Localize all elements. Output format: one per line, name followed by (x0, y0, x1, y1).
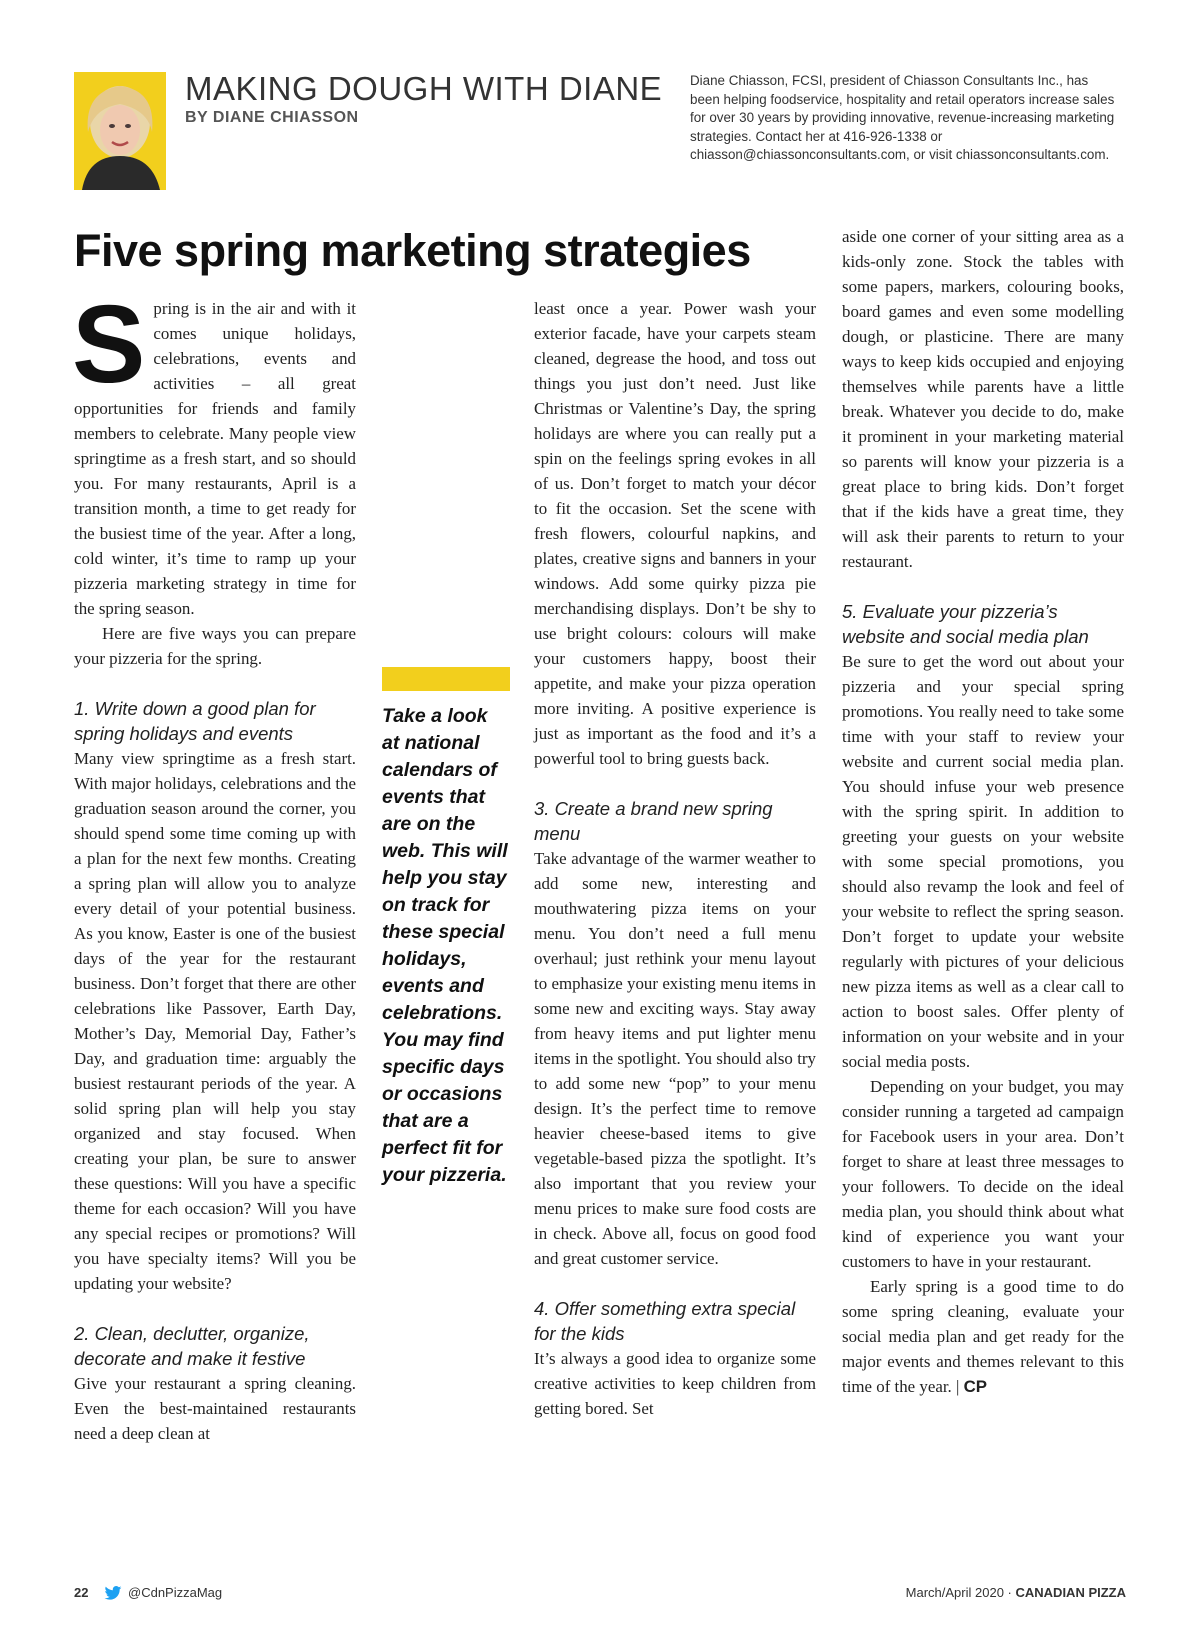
twitter-handle-block[interactable] (104, 1585, 222, 1600)
column-name: MAKING DOUGH WITH DIANE (185, 70, 663, 107)
section-5-body: Be sure to get the word out about your pizzeria and your special spring promotions. You really need to take some time with your staff to review your website and current social media plan. You should infuse your web presence with the spring spirit. In addition to greeting your guests on your website with some special promotions, you should also revamp the look and feel of your website to reflect the spring season. Don’t forget to update your website regularly with pictures of your delicious new pizza items as well as a clear call to action to boost sales. Offer plenty of information on your website and in your social media posts. (842, 652, 1124, 1071)
section-1-heading: 1. Write down a good plan for spring holidays and events (74, 698, 316, 744)
section-4-body-start: It’s always a good idea to organize some creative activities to keep children from getting bored. Set (534, 1349, 816, 1418)
drop-cap: S (72, 283, 146, 406)
page-number: 22 (74, 1585, 89, 1600)
section-4-body-cont: aside one corner of your sitting area as a kids-only zone. Stock the tables with some papers, markers, colouring books, board games and even some modelling dough, or plasticine. There are many ways to keep kids occupied and enjoying themselves while parents have a little break. Whatever you decide to do, make it prominent in your marketing material so parents will know your pizzeria is a great place to bring kids. Don’t forget that if the kids have a great time, they will ask their parents to return to your restaurant. (842, 227, 1124, 571)
intro-paragraph (72, 283, 356, 621)
section-5-paragraph-2: Depending on your budget, you may consider running a targeted ad campaign for Facebook users in your area. Don’t forget to share at least three messages to your followers. To decide on the ideal media plan, you should think about what kind of experience you want your customers to have in your restaurant. (842, 1077, 1124, 1271)
issue-date: March/April 2020 · (905, 1585, 1012, 1600)
section-5-heading: 5. Evaluate your pizzeria’s website and social media plan (842, 601, 1089, 647)
magazine-name: CANADIAN PIZZA (1015, 1585, 1126, 1600)
pull-quote-text: Take a look at national calendars of events that are on the web. This will help you stay on track for these special holidays, events and celebrations. You may find specific days or occasions that are a perfect fit for your pizzeria. (382, 705, 508, 1186)
article-column-3 (534, 296, 816, 1421)
section-4-heading: 4. Offer something extra special for the kids (534, 1298, 796, 1344)
section-1-body: Many view springtime as a fresh start. With major holidays, celebrations and the graduation season around the corner, you should spend some time coming up with a plan for the next few months. Creating a spring plan will allow you to analyze every detail of your potential business. As you know, Easter is one of the busiest days of the year for the restaurant business. Don’t forget that there are other celebrations like Passover, Earth Day, Mother’s Day, Memorial Day, Father’s Day, and graduation time: arguably the busiest restaurant periods of the year. A solid spring plan will help you stay organized and stay focused. When creating your plan, be sure to answer these questions: Will you have a specific theme for each occasion? Will you have any special recipes or promotions? Will you have specialty items? Will you be updating your website? (74, 749, 356, 1293)
column-title-block (185, 72, 662, 127)
author-byline: BY DIANE CHIASSON (185, 109, 359, 126)
intro-paragraph-2: Here are five ways you can prepare your pizzeria for the spring. (74, 624, 356, 668)
closing-text: Early spring is a good time to do some spring cleaning, evaluate your social media plan and get ready for the major events and themes relevant to this time of the year. | (842, 1277, 1124, 1396)
pull-quote (382, 667, 510, 1189)
section-2-body-start: Give your restaurant a spring cleaning. Even the best-maintained restaurants need a deep clean at (74, 1374, 356, 1443)
column-header (74, 72, 1114, 192)
twitter-bird-icon (104, 1586, 122, 1600)
twitter-handle: @CdnPizzaMag (128, 1585, 223, 1600)
section-2-body-cont: least once a year. Power wash your exterior facade, have your carpets steam cleaned, degrease the hood, and toss out things you just don’t need. Just like Christmas or Valentine’s Day, the spring holidays are where you can really put a spin on the feelings spring evokes in all of us. Don’t forget to match your décor to fit the occasion. Set the scene with fresh flowers, colourful napkins, and plates, creative signs and banners in your windows. Add some quirky pizza pie merchandising displays. Don’t be shy to use bright colours: colours will make your customers happy, boost their appetite, and make your pizza operation more inviting. A positive experience is just as important as the food and it’s a powerful tool to bring guests back. (534, 299, 816, 768)
section-5-paragraph-3 (842, 1274, 1124, 1399)
page-footer (74, 1585, 1126, 1605)
article-headline: Five spring marketing strategies (74, 225, 751, 276)
section-2-heading: 2. Clean, declutter, organize, decorate and make it festive (74, 1323, 310, 1369)
author-photo (74, 72, 166, 190)
section-3-body: Take advantage of the warmer weather to add some new, interesting and mouthwatering pizza items on your menu. You don’t need a full menu overhaul; just rethink your menu layout to emphasize your existing menu items in some new and exciting ways. Stay away from heavy items and put lighter menu items in the spotlight. You should also try to add some new “pop” to your menu design. It’s the perfect time to remove heavier cheese-based items to give vegetable-based pizza the spotlight. It’s also important that you review your menu prices to make sure food costs are in check. Above all, focus on good food and great customer service. (534, 849, 816, 1268)
issue-info (906, 1585, 1126, 1600)
intro-text: pring is in the air and with it comes unique holidays, celebrations, events and activities – all great opportunities for friends and family members to celebrate. Many people view springtime as a fresh start, and so should you. For many restaurants, April is a transition month, a time to get ready for the busiest time of the year. After a long, cold winter, it’s time to ramp up your pizzeria marketing strategy in time for the spring season. (74, 299, 356, 618)
section-3-heading: 3. Create a brand new spring menu (534, 798, 773, 844)
pull-quote-bar (382, 667, 510, 691)
author-bio: Diane Chiasson, FCSI, president of Chiasson Consultants Inc., has been helping foodservice, hospitality and retail operators increase sales for over 30 years by providing innovative, revenue-increasing marketing strategies. Contact her at 416-926-1338 or chiasson@chiassonconsultants.com, or visit chiassonconsultants.com. (690, 73, 1115, 163)
article-column-4 (842, 224, 1124, 1399)
article-column-1 (72, 283, 356, 1446)
end-mark: CP (963, 1377, 988, 1396)
